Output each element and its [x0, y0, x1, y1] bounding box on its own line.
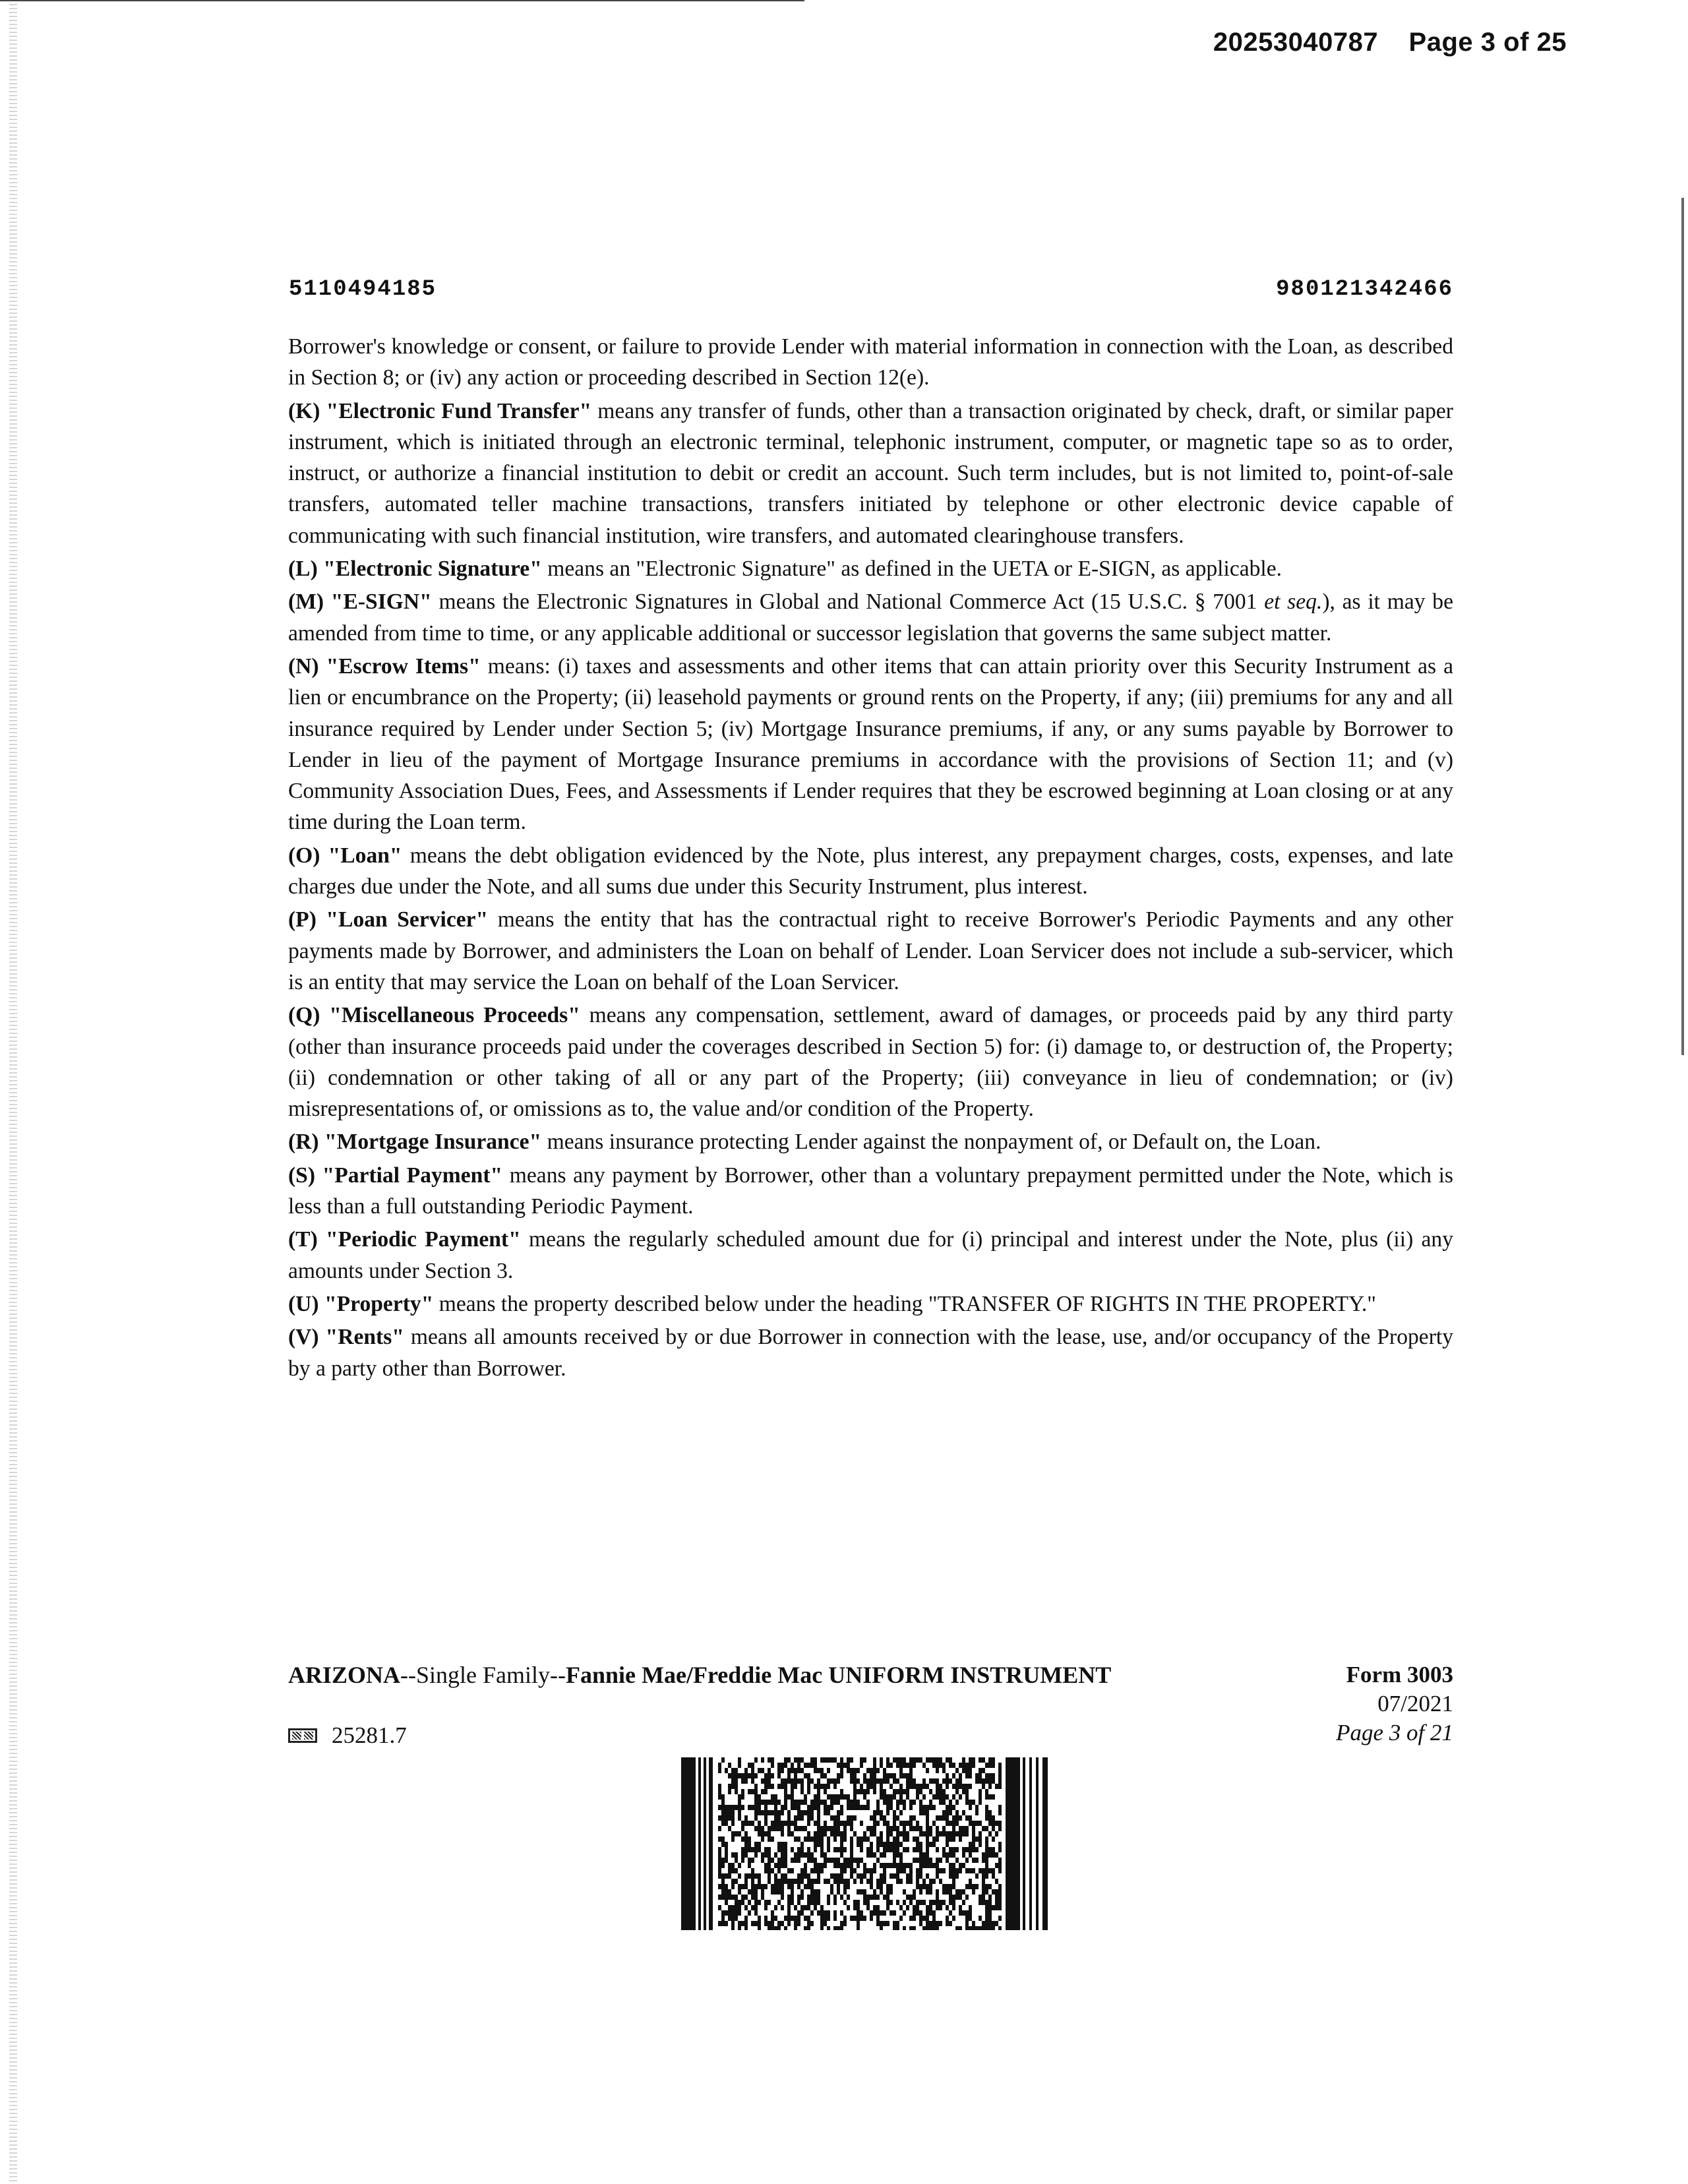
definition-text: means the Electronic Signatures in Global and National Commerce Act (15 U.S.C. § 7001	[431, 590, 1265, 615]
definition-m	[288, 586, 1453, 649]
definition-text: means all amounts received by or due Borrower in connection with the lease, use, and/or occupancy of the Property by a party other than Borrower.	[288, 1325, 1454, 1381]
definition-term: (O) "Loan"	[288, 843, 402, 868]
form-page: Page 3 of 21	[1336, 1720, 1453, 1745]
definition-o	[288, 840, 1453, 903]
definition-text: means the regularly scheduled amount due for (i) principal and interest under the Note, plus (ii) any amounts under Section 3.	[288, 1227, 1454, 1283]
scan-edge-right	[1681, 198, 1684, 1055]
footer-property-type: --Single Family--	[400, 1662, 566, 1688]
barcode-data-area	[718, 1757, 1002, 1930]
scan-edge-left	[9, 0, 17, 2184]
form-date: 07/2021	[1377, 1691, 1453, 1716]
definition-text: ), as it may be amended from time to time, or any applicable additional or successor legislation that governs the same subject matter.	[288, 590, 1453, 646]
definition-term: (R) "Mortgage Insurance"	[288, 1130, 542, 1155]
definition-text: means any payment by Borrower, other than a voluntary prepayment permitted under the Note, which is less than a full outstanding Periodic Payment.	[288, 1163, 1453, 1219]
footer-state: ARIZONA	[288, 1662, 401, 1688]
definition-text: means the entity that has the contractual right to receive Borrower's Periodic Payments and any other payments made by Borrower, and administers the Loan on behalf of Lender. Loan Servicer does not include a sub-servicer, which is an entity that may service the Loan on behalf of the Loan Servicer.	[288, 907, 1453, 994]
loan-number: 5110494185	[289, 277, 437, 302]
definition-term: (Q) "Miscellaneous Proceeds"	[288, 1003, 580, 1028]
document-code	[288, 1721, 407, 1750]
pdf417-barcode	[681, 1757, 1054, 1930]
definitions-body	[288, 331, 1453, 1386]
definition-k	[288, 396, 1453, 551]
definition-l	[288, 553, 1453, 584]
definition-text: means an "Electronic Signature" as defined in the UETA or E-SIGN, as applicable.	[541, 557, 1282, 582]
definition-n	[288, 651, 1453, 838]
definition-term: (S) "Partial Payment"	[288, 1163, 503, 1188]
definition-s	[288, 1160, 1453, 1223]
definition-italic: et seq.	[1264, 590, 1323, 615]
document-code-number: 25281.7	[332, 1722, 407, 1748]
definition-text: means the property described below under the heading "TRANSFER OF RIGHTS IN THE PROPERTY."	[433, 1291, 1376, 1316]
min-number: 980121342466	[1276, 277, 1453, 302]
definition-t	[288, 1224, 1453, 1287]
definition-term: (V) "Rents"	[288, 1325, 404, 1350]
definition-u	[288, 1289, 1453, 1320]
definition-text: means any compensation, settlement, award of damages, or proceeds paid by any third party (other than insurance proceeds paid under the coverages described in Section 5) for: (i) damage to, or destruction of, the Property; (ii) condemnation or other taking of all or any part of the Property; (iii) conveyance in lieu of condemnation; or (iv) misrepresentations of, or omissions as to, the value and/or condition of the Property.	[288, 1003, 1453, 1122]
form-number: Form 3003	[1346, 1662, 1453, 1687]
recording-number: 20253040787 Page 3 of 25	[1213, 28, 1567, 57]
definition-text: means the debt obligation evidenced by the Note, plus interest, any prepayment charges, costs, expenses, and late charges due under the Note, and all sums due under this Security Instrument, plus interest.	[288, 843, 1453, 899]
definition-term: (L) "Electronic Signature"	[288, 557, 542, 582]
definition-term: (N) "Escrow Items"	[288, 653, 481, 679]
footer-form-info	[1336, 1660, 1453, 1747]
definition-term: (T) "Periodic Payment"	[288, 1227, 521, 1252]
definition-term: (K) "Electronic Fund Transfer"	[288, 398, 592, 423]
footer-instrument-title	[288, 1660, 1111, 1689]
definition-q	[288, 1000, 1453, 1124]
barcode-start-pattern	[681, 1757, 713, 1930]
definition-text: means any transfer of funds, other than a transaction originated by check, draft, or similar paper instrument, which is initiated through an electronic terminal, telephonic instrument, computer, or magnetic tape so as to order, instruct, or authorize a financial institution to debit or credit an account. Such term includes, but is not limited to, point-of-sale transfers, automated teller machine transactions, transfers initiated by telephone or other electronic device capable of communicating with such financial institution, wire transfers, and automated clearinghouse transfers.	[288, 398, 1453, 548]
definition-text: means insurance protecting Lender against the nonpayment of, or Default on, the Loan.	[541, 1130, 1321, 1155]
footer-agencies: Fannie Mae/Freddie Mac UNIFORM INSTRUMENT	[565, 1662, 1112, 1688]
barcode-stop-pattern	[1006, 1757, 1048, 1930]
definition-text: means: (i) taxes and assessments and other items that can attain priority over this Security Instrument as a lien or encumbrance on the Property; (ii) leasehold payments or ground rents on the Property, if any; (iii) premiums for any and all insurance required by Lender under Section 5; (iv) Mortgage Insurance premiums, if any, or any sums payable by Borrower to Lender in lieu of the payment of Mortgage Insurance premiums in accordance with the provisions of Section 11; and (v) Community Association Dues, Fees, and Assessments if Lender requires that they be escrowed beginning at Loan closing or at any time during the Loan term.	[288, 653, 1453, 835]
definition-term: (P) "Loan Servicer"	[288, 907, 489, 932]
definition-v	[288, 1321, 1453, 1384]
definition-term: (M) "E-SIGN"	[288, 590, 432, 615]
definition-r	[288, 1126, 1453, 1157]
ellie-mae-logo-icon	[288, 1728, 317, 1743]
scan-edge-top	[0, 0, 804, 1]
definition-p	[288, 904, 1453, 998]
definition-term: (U) "Property"	[288, 1291, 434, 1316]
paragraph-continued: Borrower's knowledge or consent, or failure to provide Lender with material information in connection with the Loan, as described in Section 8; or (iv) any action or proceeding described in Section 12(e).	[288, 334, 1453, 390]
